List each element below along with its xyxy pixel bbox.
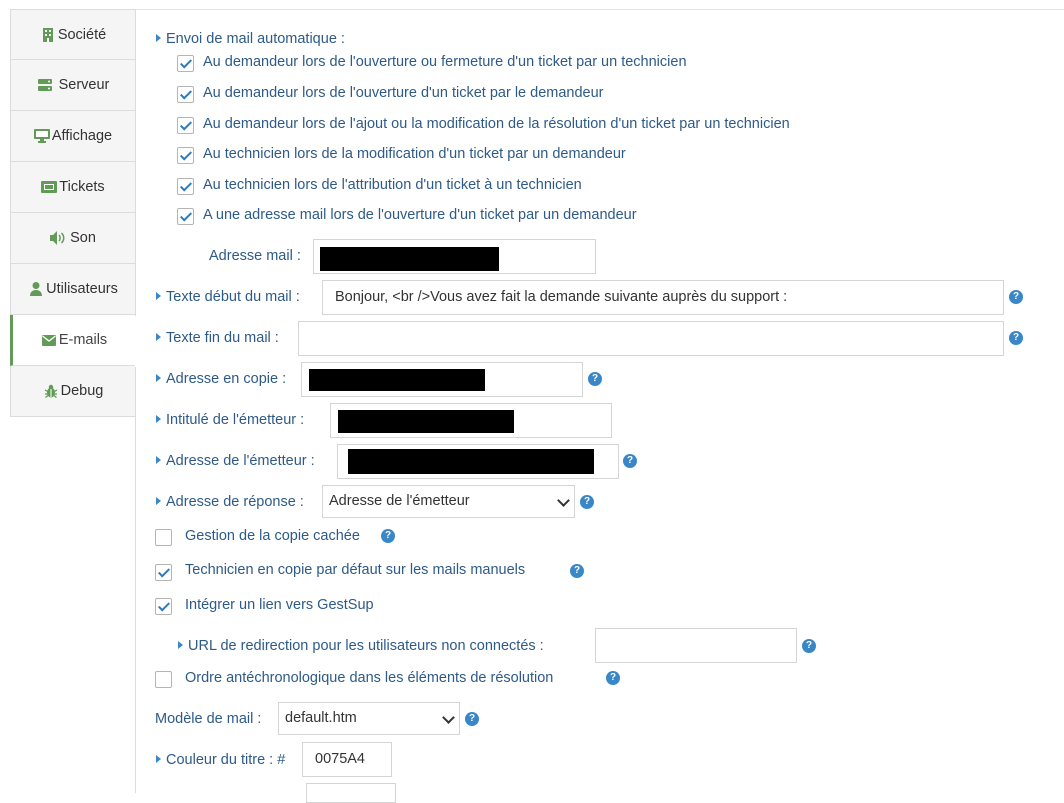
tech-cc-label: Technicien en copie par défaut sur les mails manuels xyxy=(185,562,526,578)
help-icon[interactable]: ? xyxy=(623,454,637,468)
help-icon[interactable]: ? xyxy=(1009,290,1023,304)
template-select-value: default.htm xyxy=(285,710,357,726)
auto-mail-option-label: Au technicien lors de l'attribution d'un ticket à un technicien xyxy=(203,177,582,193)
auto-mail-checkbox-2[interactable] xyxy=(177,86,194,103)
tech-cc-checkbox[interactable] xyxy=(155,564,172,581)
tab-societe[interactable] xyxy=(10,9,136,60)
redirect-url-input[interactable] xyxy=(595,628,797,663)
building-icon xyxy=(40,28,56,42)
redirect-url-label: URL de redirection pour les utilisateurs non connectés : xyxy=(178,638,544,654)
template-label: Modèle de mail : xyxy=(155,711,262,727)
tab-label: Debug xyxy=(60,383,104,399)
caret-right-icon xyxy=(156,497,161,505)
reply-select[interactable] xyxy=(322,485,575,518)
tab-utilisateurs[interactable] xyxy=(10,264,136,315)
caret-right-icon xyxy=(156,755,161,763)
auto-mail-option-label: Au demandeur lors de l'ajout ou la modification de la résolution d'un ticket par un technicien xyxy=(203,116,790,132)
caret-right-icon xyxy=(156,34,161,42)
caret-right-icon xyxy=(156,415,161,423)
tab-serveur[interactable] xyxy=(10,60,136,111)
caret-right-icon xyxy=(156,456,161,464)
redacted-value xyxy=(320,247,499,271)
title-color-input[interactable]: 0075A4 xyxy=(302,742,392,777)
panel-left-border xyxy=(135,9,136,793)
caret-right-icon xyxy=(156,374,161,382)
help-icon[interactable]: ? xyxy=(570,564,584,578)
auto-mail-option-label: A une adresse mail lors de l'ouverture d'un ticket par un demandeur xyxy=(203,207,637,223)
auto-mail-checkbox-4[interactable] xyxy=(177,147,194,164)
cc-label: Adresse en copie : xyxy=(156,371,286,387)
start-text-input[interactable]: Bonjour, <br />Vous avez fait la demande suivante auprès du support : xyxy=(322,280,1004,315)
next-color-input[interactable] xyxy=(306,783,396,803)
auto-mail-checkbox-5[interactable] xyxy=(177,178,194,195)
sender-address-label: Adresse de l'émetteur : xyxy=(156,453,315,469)
caret-right-icon xyxy=(178,641,183,649)
tab-label: Société xyxy=(57,26,107,43)
antechrono-label: Ordre antéchronologique dans les éléments de résolution xyxy=(185,670,554,686)
help-icon[interactable]: ? xyxy=(381,529,395,543)
server-icon xyxy=(37,78,53,92)
active-tab-gap xyxy=(135,316,136,367)
auto-mail-checkbox-1[interactable] xyxy=(177,55,194,72)
address-mail-label: Adresse mail : xyxy=(209,248,301,264)
gestsup-link-checkbox[interactable] xyxy=(155,598,172,615)
user-icon xyxy=(28,282,44,296)
title-color-label: Couleur du titre : # xyxy=(156,752,285,768)
start-text-label: Texte début du mail : xyxy=(156,289,300,305)
envelope-icon xyxy=(41,333,57,347)
auto-mail-option-label: Au demandeur lors de l'ouverture ou fermeture d'un ticket par un technicien xyxy=(203,54,687,70)
tab-label: Utilisateurs xyxy=(46,281,118,297)
reply-label: Adresse de réponse : xyxy=(156,494,304,510)
auto-mail-heading: Envoi de mail automatique : xyxy=(156,31,345,47)
help-icon[interactable]: ? xyxy=(588,372,602,386)
tab-debug[interactable] xyxy=(10,366,136,417)
bcc-label: Gestion de la copie cachée xyxy=(185,528,360,544)
tab-emails[interactable] xyxy=(10,315,136,366)
volume-icon xyxy=(50,231,66,245)
chevron-down-icon xyxy=(557,494,570,507)
chevron-down-icon xyxy=(442,711,455,724)
auto-mail-checkbox-3[interactable] xyxy=(177,117,194,134)
help-icon[interactable]: ? xyxy=(580,495,594,509)
tab-label: Serveur xyxy=(58,77,110,93)
antechrono-checkbox[interactable] xyxy=(155,671,172,688)
desktop-icon xyxy=(34,129,50,143)
end-text-label: Texte fin du mail : xyxy=(156,330,279,346)
redacted-value xyxy=(348,449,594,474)
settings-sidebar xyxy=(10,9,136,417)
tab-label: Son xyxy=(70,230,96,246)
tab-label: Affichage xyxy=(51,128,113,144)
bcc-checkbox[interactable] xyxy=(155,529,172,546)
caret-right-icon xyxy=(156,333,161,341)
tab-son[interactable] xyxy=(10,213,136,264)
tab-label: Tickets xyxy=(59,179,105,195)
sender-name-label: Intitulé de l'émetteur : xyxy=(156,412,304,428)
tab-label: E-mails xyxy=(58,332,108,348)
help-icon[interactable]: ? xyxy=(606,671,620,685)
template-select[interactable] xyxy=(278,702,460,735)
auto-mail-option-label: Au demandeur lors de l'ouverture d'un ticket par le demandeur xyxy=(203,85,604,101)
caret-right-icon xyxy=(156,292,161,300)
bug-icon xyxy=(43,384,59,398)
redacted-value xyxy=(338,410,514,433)
redacted-value xyxy=(309,369,485,391)
auto-mail-checkbox-6[interactable] xyxy=(177,208,194,225)
tab-affichage[interactable] xyxy=(10,111,136,162)
gestsup-link-label: Intégrer un lien vers GestSup xyxy=(185,597,374,613)
end-text-input[interactable] xyxy=(298,321,1004,356)
tab-tickets[interactable] xyxy=(10,162,136,213)
reply-select-value: Adresse de l'émetteur xyxy=(329,493,470,509)
help-icon[interactable]: ? xyxy=(802,639,816,653)
panel-top-border xyxy=(136,9,1064,10)
ticket-icon xyxy=(41,180,57,194)
help-icon[interactable]: ? xyxy=(1009,331,1023,345)
auto-mail-option-label: Au technicien lors de la modification d'un ticket par un demandeur xyxy=(203,146,626,162)
help-icon[interactable]: ? xyxy=(465,712,479,726)
